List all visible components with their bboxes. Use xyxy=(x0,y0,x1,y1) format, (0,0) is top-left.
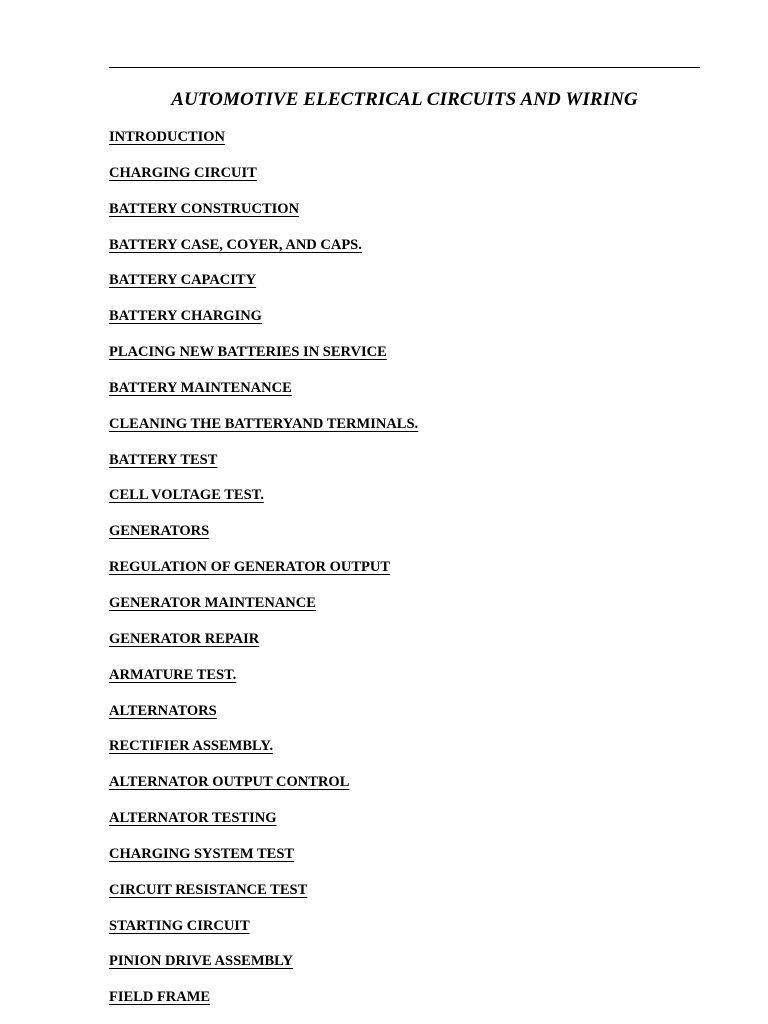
toc-item xyxy=(109,128,709,164)
toc-link[interactable]: CELL VOLTAGE TEST. xyxy=(109,487,264,504)
toc-item xyxy=(109,988,709,1024)
toc-item xyxy=(109,630,709,666)
toc-item xyxy=(109,415,709,451)
toc-link[interactable]: BATTERY CONSTRUCTION xyxy=(109,200,300,217)
toc-item xyxy=(109,236,709,272)
toc-item xyxy=(109,952,709,988)
toc-item xyxy=(109,737,709,773)
toc-item xyxy=(109,594,709,630)
toc-item xyxy=(109,666,709,702)
toc-link[interactable]: INTRODUCTION xyxy=(109,129,226,145)
toc-link[interactable]: REGULATION OF GENERATOR OUTPUT xyxy=(109,559,391,576)
toc-link[interactable]: BATTERY TEST xyxy=(109,451,218,468)
toc-link[interactable]: GENERATORS xyxy=(109,523,210,540)
toc-link[interactable]: ALTERNATORS xyxy=(109,702,217,719)
toc-item xyxy=(109,486,709,522)
toc-item xyxy=(109,379,709,415)
toc-link[interactable]: CLEANING THE BATTERYAND TERMINALS. xyxy=(109,415,419,432)
toc-link[interactable]: STARTING CIRCUIT xyxy=(109,917,250,934)
toc-item xyxy=(109,343,709,379)
toc-link[interactable]: CIRCUIT RESISTANCE TEST xyxy=(109,881,308,898)
toc-link[interactable]: BATTERY MAINTENANCE xyxy=(109,379,292,396)
toc-item xyxy=(109,917,709,953)
toc-item xyxy=(109,881,709,917)
toc-item xyxy=(109,809,709,845)
toc-item xyxy=(109,200,709,236)
toc-item xyxy=(109,702,709,738)
toc-item xyxy=(109,451,709,487)
toc-link[interactable]: CHARGING CIRCUIT xyxy=(109,164,257,181)
toc-link[interactable]: FIELD FRAME xyxy=(109,989,211,1006)
toc-link[interactable]: PINION DRIVE ASSEMBLY xyxy=(109,953,293,970)
toc-item xyxy=(109,307,709,343)
toc-item xyxy=(109,773,709,809)
document-title: AUTOMOTIVE ELECTRICAL CIRCUITS AND WIRING xyxy=(171,89,638,110)
toc-item xyxy=(109,164,709,200)
toc-link[interactable]: GENERATOR MAINTENANCE xyxy=(109,594,316,611)
toc-link[interactable]: RECTIFIER ASSEMBLY. xyxy=(109,738,274,755)
table-of-contents xyxy=(109,128,709,1024)
toc-link[interactable]: ALTERNATOR OUTPUT CONTROL xyxy=(109,774,350,791)
toc-item xyxy=(109,845,709,881)
header-rule xyxy=(109,67,700,68)
toc-link[interactable]: BATTERY CAPACITY xyxy=(109,272,257,289)
toc-item xyxy=(109,558,709,594)
toc-link[interactable]: ARMATURE TEST. xyxy=(109,666,237,683)
toc-link[interactable]: BATTERY CASE, COYER, AND CAPS. xyxy=(109,236,362,253)
toc-link[interactable]: GENERATOR REPAIR xyxy=(109,630,260,647)
toc-item xyxy=(109,522,709,558)
toc-link[interactable]: CHARGING SYSTEM TEST xyxy=(109,845,295,862)
toc-link[interactable]: PLACING NEW BATTERIES IN SERVICE xyxy=(109,344,387,361)
toc-item xyxy=(109,271,709,307)
toc-link[interactable]: BATTERY CHARGING xyxy=(109,308,262,325)
toc-link[interactable]: ALTERNATOR TESTING xyxy=(109,810,277,827)
